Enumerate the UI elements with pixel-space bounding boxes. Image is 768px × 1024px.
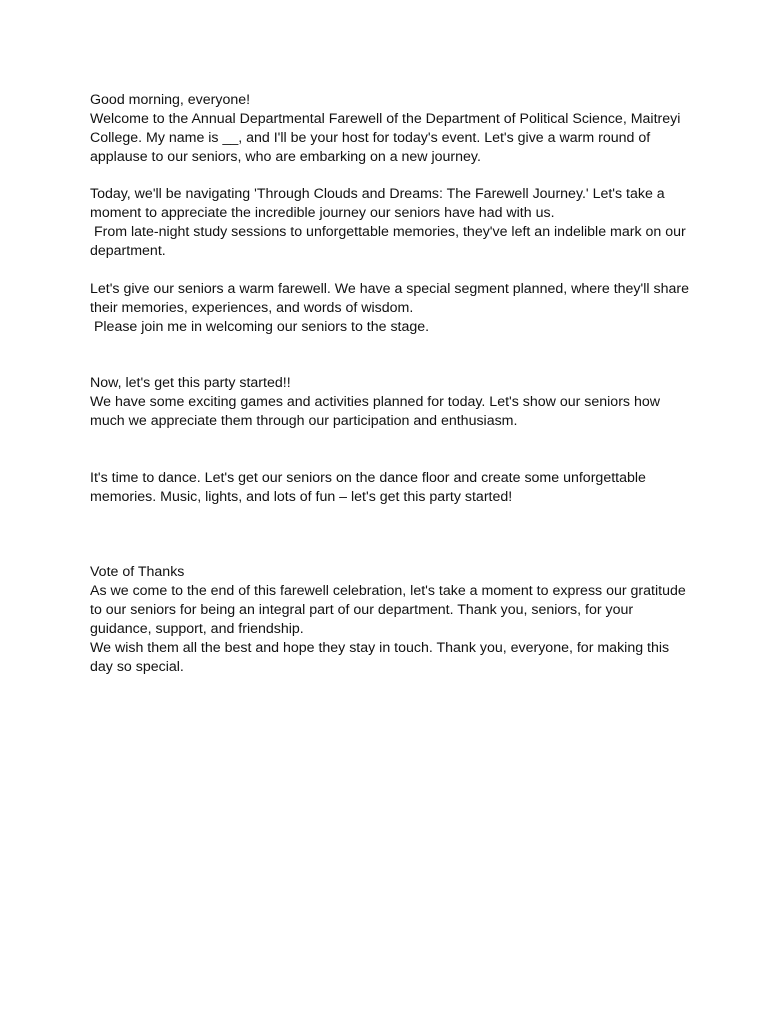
paragraph-spacer bbox=[90, 450, 690, 469]
party-line-3: much we appreciate them through our participation and enthusiasm. bbox=[90, 413, 518, 430]
dance-line-2: memories. Music, lights, and lots of fun – let's get this party started! bbox=[90, 488, 513, 505]
paragraph-spacer bbox=[90, 507, 690, 526]
document-body bbox=[90, 91, 690, 677]
paragraph-spacer bbox=[90, 544, 690, 563]
paragraph-spacer bbox=[90, 431, 690, 450]
farewell-line-2: their memories, experiences, and words of wisdom. bbox=[90, 299, 414, 316]
theme-line-4: department. bbox=[90, 243, 166, 260]
welcome-line-1: Welcome to the Annual Departmental Farewell of the Department of Political Science, Maitreyi bbox=[90, 110, 681, 127]
theme-line-1: Today, we'll be navigating 'Through Clouds and Dreams: The Farewell Journey.' Let's take a bbox=[90, 186, 665, 203]
welcome-line-3: applause to our seniors, who are embarking on a new journey. bbox=[90, 148, 481, 165]
welcome-line-2: College. My name is __, and I'll be your host for today's event. Let's give a warm round of bbox=[90, 129, 651, 146]
paragraph-spacer bbox=[90, 525, 690, 544]
thanks-line-2: to our seniors for being an integral part of our department. Thank you, seniors, for your bbox=[90, 602, 634, 619]
thanks-line-5: day so special. bbox=[90, 658, 184, 675]
theme-line-3: From late-night study sessions to unforgettable memories, they've left an indelible mark on our bbox=[90, 224, 686, 241]
thanks-line-1: As we come to the end of this farewell celebration, let's take a moment to express our gratitude bbox=[90, 583, 686, 600]
paragraph-spacer bbox=[90, 261, 690, 280]
paragraph-spacer bbox=[90, 355, 690, 374]
party-line-1: Now, let's get this party started!! bbox=[90, 375, 291, 392]
dance-line-1: It's time to dance. Let's get our seniors on the dance floor and create some unforgettable bbox=[90, 469, 646, 486]
thanks-line-3: guidance, support, and friendship. bbox=[90, 620, 304, 637]
theme-line-2: moment to appreciate the incredible journey our seniors have had with us. bbox=[90, 205, 555, 222]
party-line-2: We have some exciting games and activities planned for today. Let's show our seniors how bbox=[90, 394, 660, 411]
vote-of-thanks-heading: Vote of Thanks bbox=[90, 564, 185, 581]
thanks-line-4: We wish them all the best and hope they stay in touch. Thank you, everyone, for making this bbox=[90, 639, 670, 656]
farewell-line-1: Let's give our seniors a warm farewell. We have a special segment planned, where they'll share bbox=[90, 280, 689, 297]
farewell-line-3: Please join me in welcoming our seniors to the stage. bbox=[90, 318, 430, 335]
paragraph-spacer bbox=[90, 167, 690, 186]
paragraph-spacer bbox=[90, 337, 690, 356]
greeting-line: Good morning, everyone! bbox=[90, 92, 251, 108]
